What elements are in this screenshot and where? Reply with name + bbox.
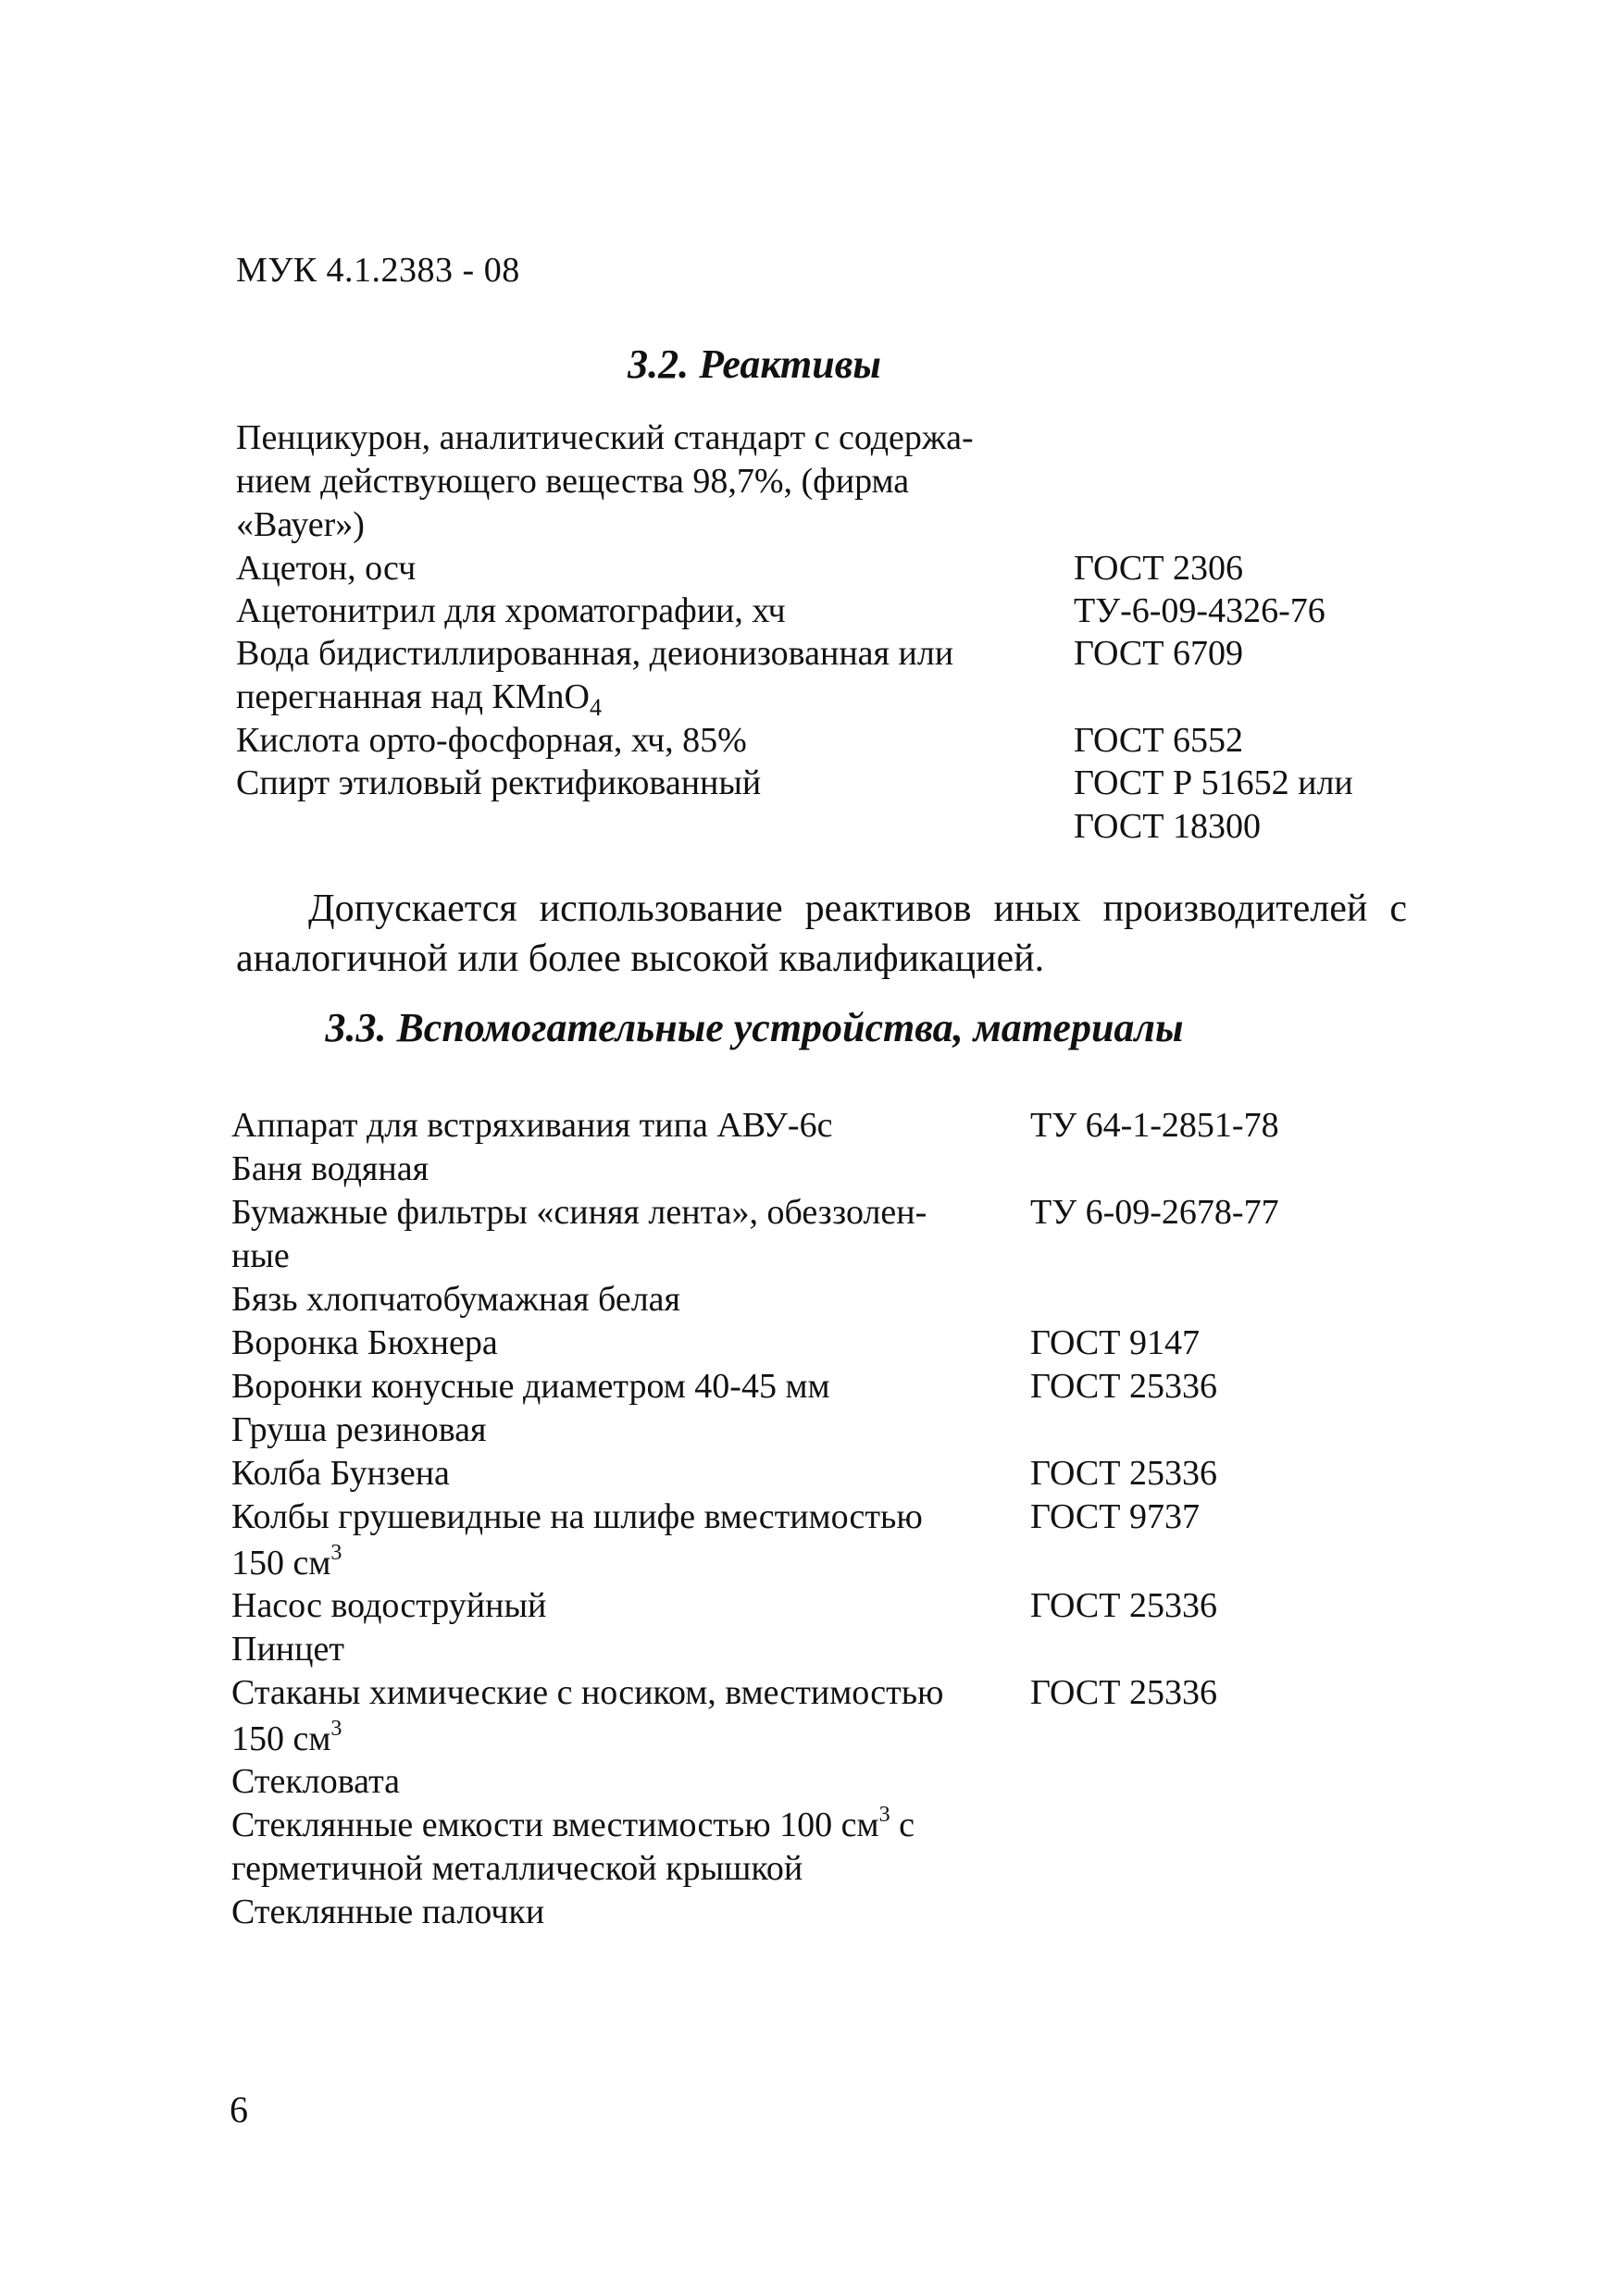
item-name-continued [231, 1804, 915, 1852]
item-name: Ацетонитрил для хроматографии, хч [236, 591, 786, 630]
item-text: 150 см [231, 1544, 331, 1582]
item-standard: ГОСТ Р 51652 или [1074, 763, 1353, 802]
item-standard: ГОСТ 6709 [1074, 634, 1243, 673]
item-standard: ГОСТ 18300 [1074, 807, 1261, 846]
item-name: Стекловата [231, 1762, 401, 1801]
item-standard: ГОСТ 25336 [1030, 1673, 1217, 1712]
item-standard: ТУ-6-09-4326-76 [1074, 591, 1326, 630]
item-standard: ГОСТ 25336 [1030, 1454, 1217, 1493]
page-number: 6 [230, 2089, 248, 2130]
item-text: Стеклянные емкости вместимостью 100 см [231, 1806, 879, 1844]
item-name: Груша резиновая [231, 1410, 487, 1449]
item-name: ные [231, 1236, 290, 1275]
item-name: Аппарат для встряхивания типа АВУ-6с [231, 1106, 833, 1145]
item-standard: ГОСТ 25336 [1030, 1367, 1217, 1406]
item-name: нием действующего вещества 98,7%, (фирма [236, 462, 910, 501]
section-title-equipment: 3.3. Вспомогательные устройства, материалы [325, 1005, 1184, 1050]
superscript: 3 [330, 1541, 342, 1565]
note-line: аналогичной или более высокой квалификацией. [236, 937, 1045, 980]
item-name-continued [231, 1718, 342, 1766]
item-text: 150 см [231, 1719, 331, 1758]
item-name: герметичной металлической крышкой [231, 1849, 803, 1888]
superscript: 3 [878, 1803, 890, 1827]
item-text: с [890, 1806, 915, 1844]
item-name-continued [231, 1542, 342, 1590]
item-name: Воронки конусные диаметром 40-45 мм [231, 1367, 830, 1406]
item-name: Пинцет [231, 1630, 344, 1669]
item-name: Баня водяная [231, 1149, 429, 1188]
item-text: перегнанная над КМnO [236, 677, 590, 716]
superscript: 3 [330, 1717, 342, 1741]
item-standard: ГОСТ 25336 [1030, 1586, 1217, 1625]
item-standard: ТУ 64-1-2851-78 [1030, 1106, 1279, 1145]
item-standard: ГОСТ 9147 [1030, 1323, 1200, 1362]
item-standard: ГОСТ 2306 [1074, 549, 1243, 588]
item-name: Воронка Бюхнера [231, 1323, 498, 1362]
item-name: Насос водоструйный [231, 1586, 547, 1625]
item-name: Кислота орто-фосфорная, хч, 85% [236, 721, 747, 760]
item-standard: ГОСТ 9737 [1030, 1497, 1200, 1536]
item-name: «Вауеr») [236, 505, 365, 544]
item-standard: ГОСТ 6552 [1074, 721, 1243, 760]
section-title-reagents: 3.2. Реактивы [628, 341, 881, 387]
item-name: Колбы грушевидные на шлифе вместимостью [231, 1497, 923, 1536]
note-paragraph [236, 884, 1407, 984]
document-code: МУК 4.1.2383 - 08 [236, 251, 520, 290]
item-name: Стаканы химические с носиком, вместимостью [231, 1673, 944, 1712]
item-name: Вода бидистиллированная, деионизованная или [236, 634, 954, 673]
item-name-continued [236, 676, 602, 722]
item-name: Пенцикурон, аналитический стандарт с содержа- [236, 418, 974, 457]
subscript: 4 [590, 694, 602, 721]
item-standard: ТУ 6-09-2678-77 [1030, 1193, 1279, 1232]
item-name: Спирт этиловый ректификованный [236, 763, 762, 802]
item-name: Ацетон, осч [236, 549, 417, 588]
note-line: Допускается использование реактивов иных производителей с [308, 887, 1407, 930]
item-name: Стеклянные палочки [231, 1893, 545, 1931]
item-name: Бязь хлопчатобумажная белая [231, 1280, 681, 1319]
item-name: Колба Бунзена [231, 1454, 450, 1493]
item-name: Бумажные фильтры «синяя лента», обеззолен- [231, 1193, 927, 1232]
